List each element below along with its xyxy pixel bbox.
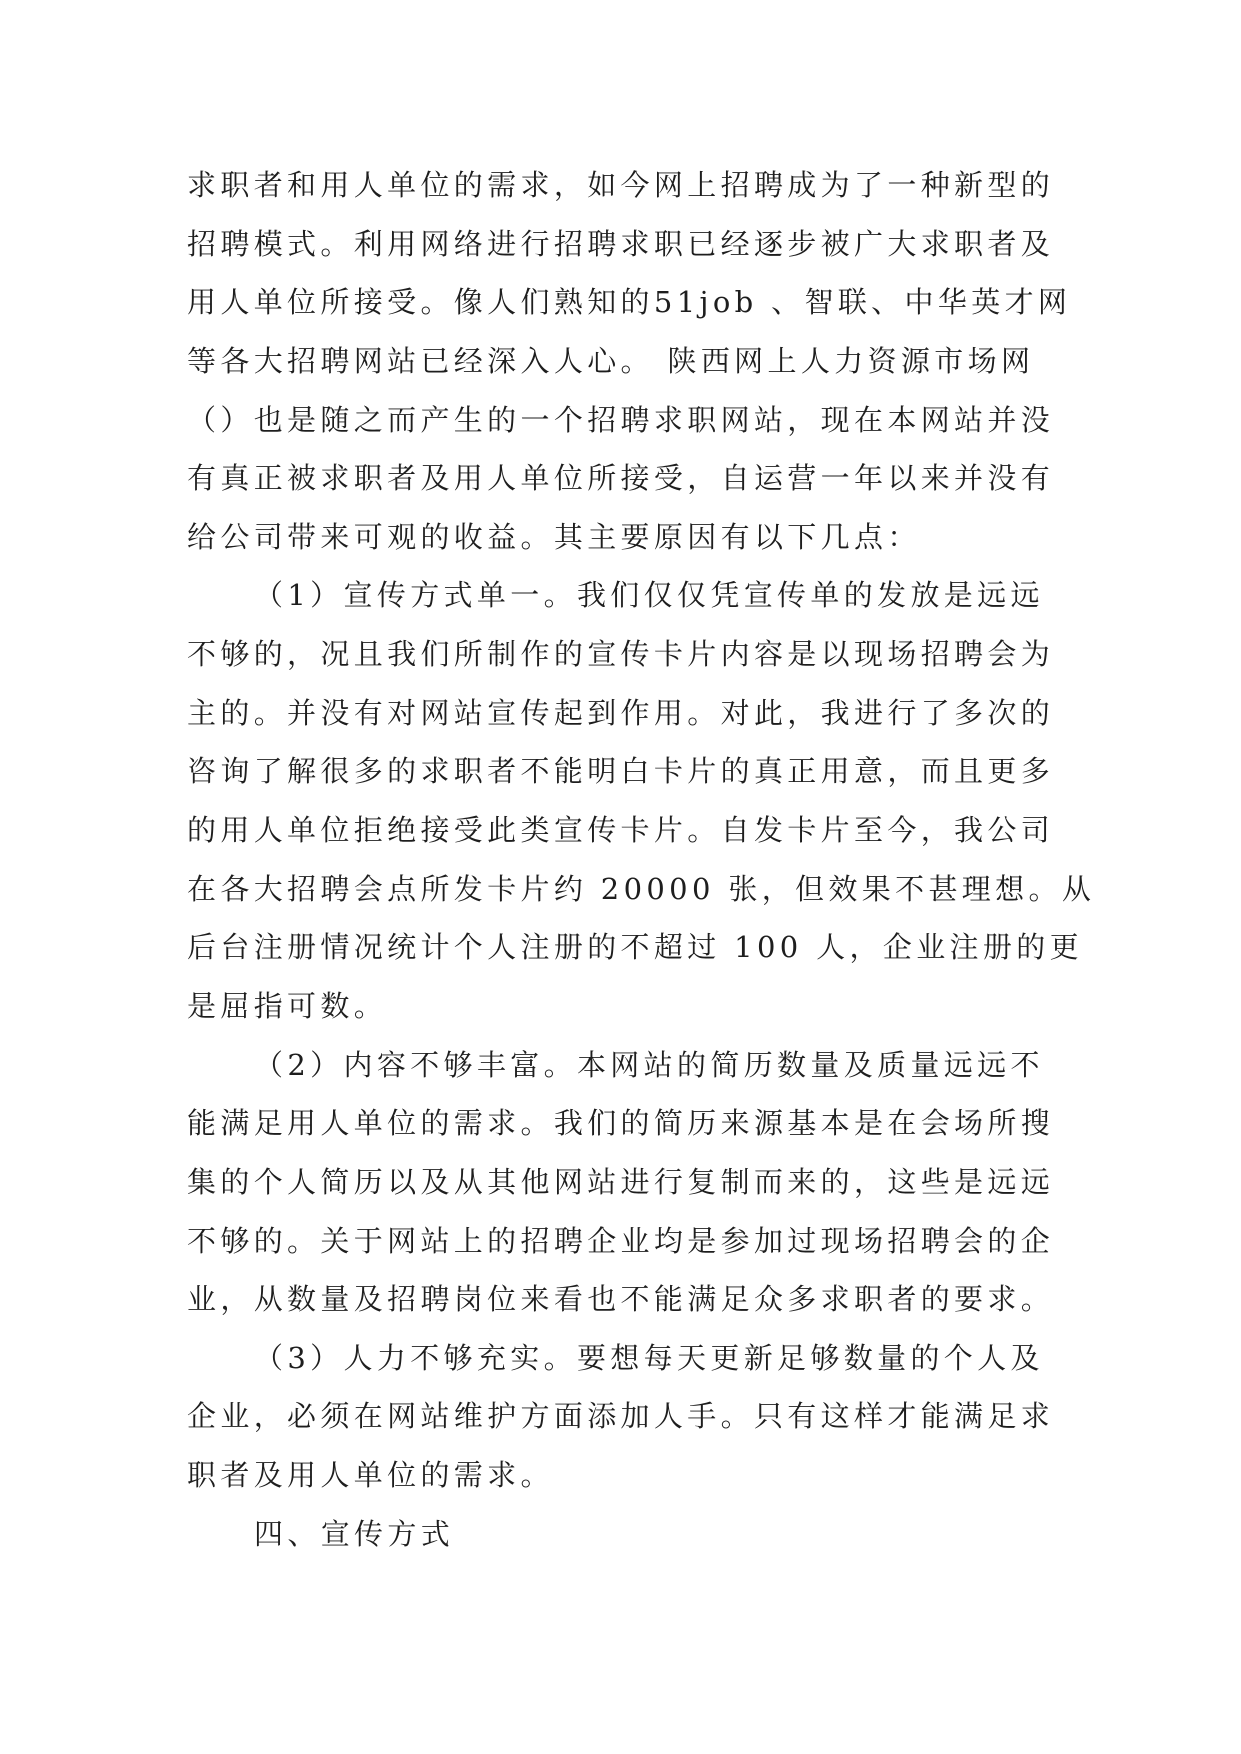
text-line: 后台注册情况统计个人注册的不超过 100 人，企业注册的更: [187, 930, 1083, 965]
paragraph: [187, 1036, 1054, 1329]
paragraph: [187, 566, 1096, 1035]
text-line: 给公司带来可观的收益。其主要原因有以下几点：: [187, 519, 921, 554]
text-line: （）也是随之而产生的一个招聘求职网站，现在本网站并没: [187, 402, 1055, 437]
text-line: 咨询了解很多的求职者不能明白卡片的真正用意，而且更多: [187, 754, 1055, 789]
text-line: （3）人力不够充实。要想每天更新足够数量的个人及: [254, 1340, 1044, 1375]
text-line: 职者及用人单位的需求。: [187, 1458, 554, 1493]
paragraph: [187, 1329, 1054, 1505]
text-line: 主的。并没有对网站宣传起到作用。对此，我进行了多次的: [187, 695, 1055, 730]
text-line: 的用人单位拒绝接受此类宣传卡片。自发卡片至今，我公司: [187, 813, 1055, 848]
document-body: [187, 156, 1096, 1563]
text-line: 在各大招聘会点所发卡片约 20000 张，但效果不甚理想。从: [187, 871, 1096, 906]
text-line: 用人单位所接受。像人们熟知的51job 、智联、中华英才网: [187, 285, 1072, 320]
text-line: 不够的，况且我们所制作的宣传卡片内容是以现场招聘会为: [187, 637, 1055, 672]
paragraph: [187, 156, 1072, 566]
section-heading: 四、宣传方式: [254, 1516, 455, 1551]
text-line: 企业，必须在网站维护方面添加人手。只有这样才能满足求: [187, 1399, 1055, 1434]
text-line: 集的个人简历以及从其他网站进行复制而来的，这些是远远: [187, 1164, 1055, 1199]
text-line: 是屈指可数。: [187, 988, 388, 1023]
text-line: 业，从数量及招聘岗位来看也不能满足众多求职者的要求。: [187, 1282, 1055, 1317]
text-line: （1）宣传方式单一。我们仅仅凭宣传单的发放是远远: [254, 578, 1044, 613]
text-line: 能满足用人单位的需求。我们的简历来源基本是在会场所搜: [187, 1106, 1055, 1141]
text-line: 有真正被求职者及用人单位所接受，自运营一年以来并没有: [187, 461, 1055, 496]
text-line: 不够的。关于网站上的招聘企业均是参加过现场招聘会的企: [187, 1223, 1055, 1258]
text-line: 求职者和用人单位的需求，如今网上招聘成为了一种新型的: [187, 168, 1055, 202]
text-line: 等各大招聘网站已经深入人心。 陕西网上人力资源市场网: [187, 343, 1035, 378]
text-line: （2）内容不够丰富。本网站的简历数量及质量远远不: [254, 1047, 1044, 1082]
text-line: 招聘模式。利用网络进行招聘求职已经逐步被广大求职者及: [187, 226, 1055, 261]
